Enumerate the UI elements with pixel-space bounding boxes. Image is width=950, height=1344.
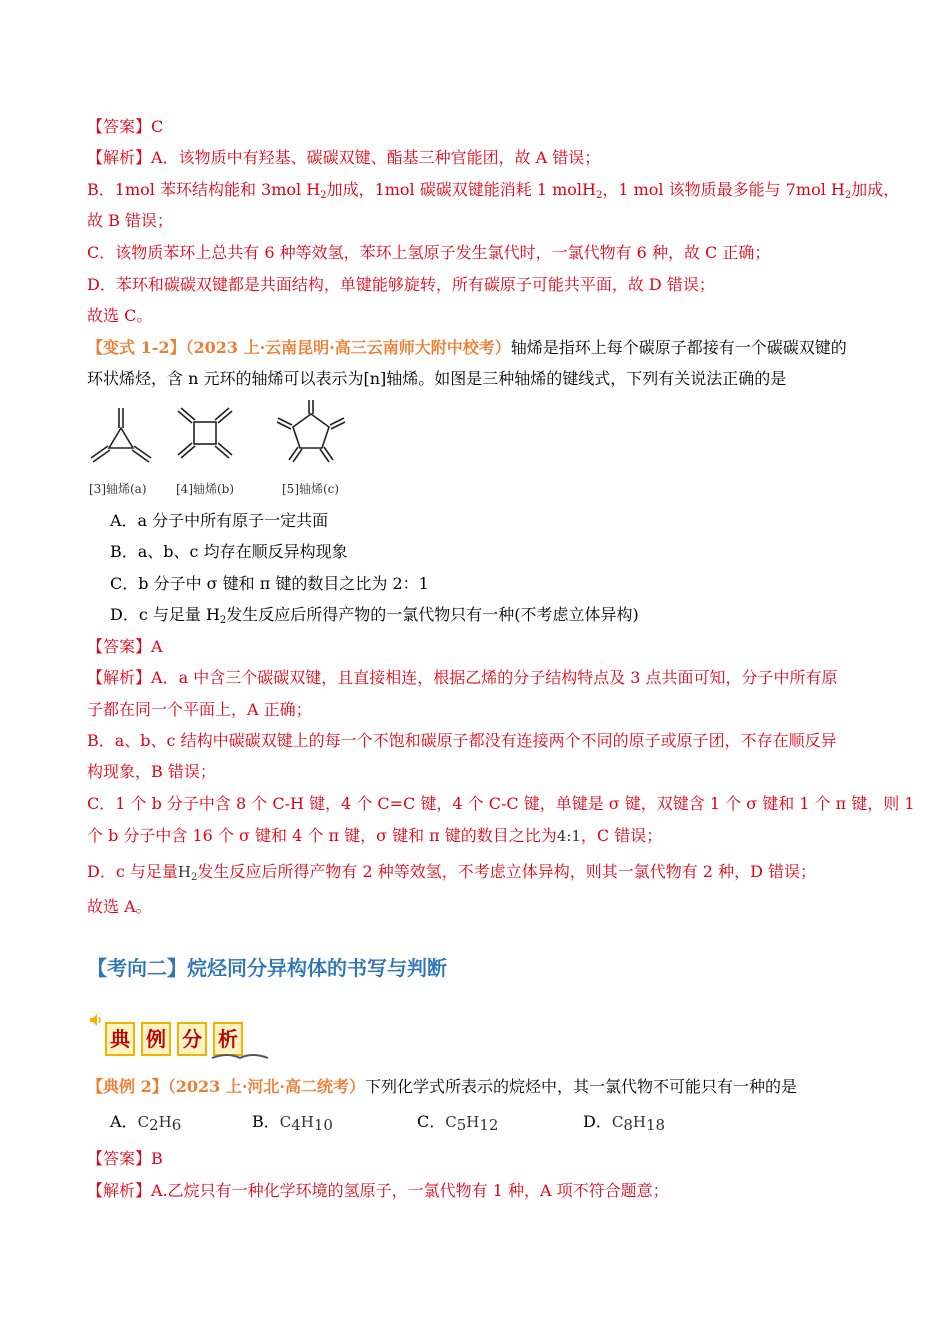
conclusion-2: 故选 A。 [87,897,152,916]
variant-stem2: 环状烯烃，含 n 元环的轴烯可以表示为[n]轴烯。如图是三种轴烯的键线式，下列有关说法正确的是 [87,369,787,388]
analysis-b-line2: 故 B 错误； [87,211,173,230]
option-d [110,605,639,625]
option-a: A．a 分子中所有原子一定共面 [110,511,329,530]
formula-h: H [300,1113,314,1131]
radialene-structures-figure [87,400,377,475]
subscript: 18 [645,1116,666,1134]
analysis-c: C．该物质苯环上总共有 6 种等效氢，苯环上氢原子发生氯代时，一氯代物有 6 种，故 C 正确； [87,243,771,262]
answer-line-1 [87,117,163,137]
ratio-formula: 4:1 [556,827,581,845]
example2-label: 【典例 2】 [87,1077,168,1096]
variant-analysis-a1 [87,668,838,688]
analysis-text: A．a 中含三个碳碳双键，且直接相连，根据乙烯的分子结构特点及 3 点共面可知，分子中所有原 [151,668,838,687]
subscript: 2 [844,190,852,201]
subscript: 2 [149,1116,159,1134]
option-letter: C． [417,1112,446,1131]
subscript: 8 [623,1116,633,1134]
variant-stem-line1 [87,338,847,358]
answer-label: 【答案】 [87,1149,152,1168]
example2-stem [87,1077,797,1097]
formula-c: C [279,1113,292,1131]
variant-source: （2023 上·云南昆明·高三云南师大附中校考） [185,338,511,357]
subscript: 2 [219,615,227,626]
analysis-text: A.乙烷只有一种化学环境的氢原子，一氯代物有 1 种，A 项不符合题意； [151,1181,669,1200]
example2-source: （2023 上·河北·高二统考） [167,1077,365,1096]
option-letter: D． [583,1112,612,1131]
answer-label: 【答案】 [87,117,152,136]
caption-radialene-4: [4]轴烯(b) [176,482,235,496]
example2-analysis-a [87,1181,669,1201]
formula-h: H [158,1113,172,1131]
subscript: 2 [595,190,603,201]
analysis-d-part1: D．c 与足量 [87,862,178,881]
example2-option-b [252,1112,333,1132]
h2-formula: H [177,863,191,881]
example2-option-c [417,1112,498,1132]
option-letter: B． [252,1112,280,1131]
answer-value: C [151,117,164,136]
analysis-c2-part1: 个 b 分子中含 16 个 σ 键和 4 个 π 键，σ 键和 π 键的数目之比为 [87,826,557,845]
answer-label: 【答案】 [87,637,152,656]
answer-value: A [151,637,163,656]
speaker-icon [88,1012,104,1028]
variant-analysis-a2: 子都在同一个平面上，A 正确； [87,700,312,719]
variant-analysis-c1: C．1 个 b 分子中含 8 个 C-H 键，4 个 C=C 键，4 个 C-C 键，单键是 σ 键，双键含 1 个 σ 键和 1 个 π 键，则 1 [87,794,915,813]
analysis-d-part2: 发生反应后所得产物有 2 种等效氢，不考虑立体异构，则其一氯代物有 2 种，D 错误； [197,862,816,881]
formula-c: C [611,1113,624,1131]
caption-radialene-3: [3]轴烯(a) [89,482,147,496]
analysis-b-part1: B．1mol 苯环结构能和 3mol H [87,180,321,199]
caption-radialene-5: [5]轴烯(c) [282,482,340,496]
subscript: 2 [320,190,327,201]
analysis-label: 【解析】 [87,668,152,687]
example2-option-a [110,1112,181,1132]
variant-analysis-d [87,862,816,882]
variant-analysis-b2: 构现象，B 错误； [87,762,216,781]
variant-answer-line [87,637,163,657]
option-d-part1: D．c 与足量 H [110,605,220,624]
example2-option-d [583,1112,665,1132]
option-d-part2: 发生反应后所得产物的一氯代物只有一种(不考虑立体异构) [226,605,639,624]
subscript: 2 [190,872,198,883]
formula-c: C [445,1113,457,1131]
analysis-label: 【解析】 [87,1181,152,1200]
analysis-a: A．该物质中有羟基、碳碳双键、酯基三种官能团，故 A 错误； [151,148,601,167]
formula-h: H [466,1113,480,1131]
analysis-b-part3: ，1 mol 该物质最多能与 7mol H [602,180,845,199]
example2-answer-line [87,1149,163,1169]
subscript: 6 [171,1116,182,1134]
analysis-b-part4: 加成， [851,180,900,199]
section-heading: 【考向二】烷烃同分异构体的书写与判断 [87,956,447,980]
analysis-line-b [87,180,899,200]
subscript: 10 [313,1116,333,1134]
analysis-b-part2: 加成，1mol 碳碳双键能消耗 1 molH [326,180,596,199]
variant-label: 【变式 1-2】 [87,338,186,357]
radialene-5-structure [277,400,345,462]
analysis-d: D．苯环和碳碳双键都是共面结构，单键能够旋转，所有碳原子可能共平面，故 D 错误； [87,275,715,294]
formula-c: C [137,1113,150,1131]
badge-char: 分 [177,1022,207,1056]
radialene-4-structure [178,408,232,458]
variant-analysis-c2 [87,826,662,846]
badge-char: 析 [213,1022,243,1056]
variant-stem1: 轴烯是指环上每个碳原子都接有一个碳碳双键的 [510,338,847,357]
conclusion-1: 故选 C。 [87,306,153,325]
badge-char: 典 [105,1022,135,1056]
analysis-label: 【解析】 [87,148,152,167]
subscript: 5 [456,1116,467,1134]
variant-analysis-b1: B．a、b、c 结构中碳碳双键上的每一个不饱和碳原子都没有连接两个不同的原子或原子团，不存在顺反异 [87,731,837,750]
analysis-c2-part2: ，C 错误； [580,826,663,845]
answer-value: B [151,1149,163,1168]
book-decoration-icon [210,1050,270,1062]
option-c: C．b 分子中 σ 键和 π 键的数目之比为 2：1 [110,574,429,593]
formula-h: H [632,1113,646,1131]
example2-stem-text: 下列化学式所表示的烷烃中，其一氯代物不可能只有一种的是 [364,1077,797,1096]
option-b: B．a、b、c 均存在顺反异构现象 [110,542,348,561]
analysis-line-a [87,148,600,168]
subscript: 4 [291,1116,301,1134]
subscript: 12 [479,1116,499,1134]
option-letter: A． [110,1112,138,1131]
radialene-3-structure [91,408,151,462]
badge-char: 例 [141,1022,171,1056]
